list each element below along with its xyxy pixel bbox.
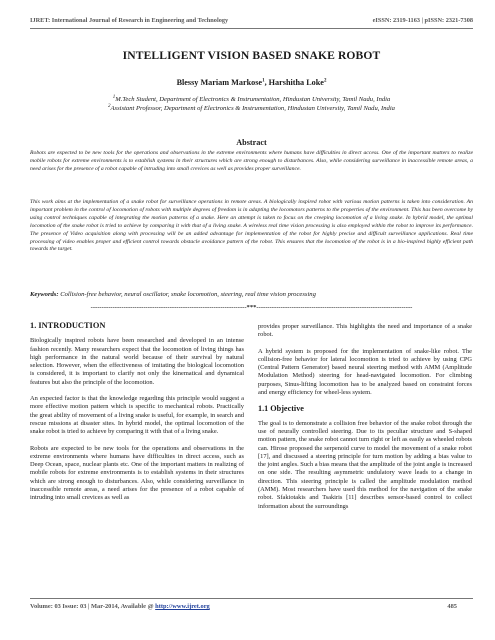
abstract-paragraph-1: Robots are expected to be new tools for the operations and observations in the extreme environments where humans have difficulties in direct access. One of the important matters to realize mobile robots for extreme environments is to establish systems in their structures which are strong enough to disturbances. Also, while considering surveillance in inaccessible remote areas, a need arises for the presence of a robot capable of intruding into small crevices as well as provides proper surveillance. xyxy=(30,150,473,172)
affiliation-1: $^1$M.Tech Student, Department of Electronics & Instrumentation, Hindustan University, Tamil Nadu, India xyxy=(112,94,391,103)
left-column xyxy=(30,318,244,511)
header-rule xyxy=(30,28,473,29)
abstract-heading: Abstract xyxy=(236,138,267,147)
journal-name: IJRET: International Journal of Research in Engineering and Technology xyxy=(30,17,229,24)
issn-text: eISSN: 2319-1163 | pISSN: 2321-7308 xyxy=(372,17,473,24)
paragraph: A hybrid system is proposed for the implementation of snake-like robot. The collision-free behavior for lateral locomotion is tried to achieve by using CPG (Central Pattern Generator) based neural steering method with AMM (Amplitude Modulation Method) steering for head-navigated locomotion. For climbing purposes, Sinus-lifting locomotion has to be analyzed based on constraint forces and energy efficiency for wheel-less system. xyxy=(258,347,472,397)
paragraph: An expected factor is that the knowledge regarding this principle would suggest a more effective motion pattern which is specific to mechanical robots. Practically the great ability of movement of a living snake is useful, for example, in search and rescue missions at disaster sites. In hybrid model, the optimal locomotion of the snake robot is tried to achieve by comparing it with that of a living snake. xyxy=(30,395,244,436)
author-line: Blessy Mariam Markose$^1$, Harshitha Loke$^2$ xyxy=(176,78,327,87)
affiliations xyxy=(30,96,473,113)
author-mark: 2 xyxy=(323,78,327,84)
keywords-label: Keywords: xyxy=(30,291,59,298)
footer-volume: Volume: 03 Issue: 03 | Mar-2014, Available @ http://www.ijret.org xyxy=(30,603,210,610)
section-heading: 1. INTRODUCTION xyxy=(30,321,106,330)
journal-link[interactable]: http://www.ijret.org xyxy=(155,603,210,610)
author-mark: 1 xyxy=(262,78,265,84)
paragraph: The goal is to demonstrate a collision free behavior of the snake robot through the use of neurally controlled steering. Due to its peculiar structure and S-shaped motion pattern, the snake robot cannot turn right or left as easily as wheeled robots can. Hirose proposed the serpenoid curve to model the movement of a snake robot [17], and discussed a steering principle for turn motion by adding a bias value to the joint angles. Such a bias means that the amplitude of the joint angle is increased on one side. The resulting asymmetric undulatory wave leads to a change in direction. This steering principle is called the amplitude modulation method (AMM). Most researchers have used this method for the navigation of the snake robot. Sfakiotakis and Tsakiris [11] describes sensor-based control to collect information about the surroundings xyxy=(258,419,472,510)
subsection-heading: 1.1 Objective xyxy=(258,404,304,414)
footer-rule xyxy=(30,598,473,599)
author-name: Blessy Mariam Markose xyxy=(176,78,263,87)
page-number: 485 xyxy=(447,603,457,610)
abstract-paragraph-2: This work aims at the implementation of a snake robot for surveillance operations in remote areas. A biologically inspired robot with various motion patterns is taken into consideration. An important problem in the control of locomotion of robots with multiple degrees of freedom is in adapting the locomotors patterns to the properties of the environment. This has been overcome by using control techniques capable of integrating the motion patterns of a snake. Here an attempt is taken to focus on the creeping locomotion of a living snake. In hybrid model, the optimal locomotion of the snake robot is tried to achieve by comparing it with that of a living snake. A wireless real time vision processing is also employed within the robot to improve its performance. The presence of Video acquisition along with processing will be an added advantage for implementation of the robot for highly precise and difficult surveillance applications. Real time processing of video enables proper and efficient control towards obstacle avoidance pattern of the robot. This ensures that the locomotion of the robot is in a bio-inspired highly efficient path towards the target. xyxy=(30,199,473,253)
running-header xyxy=(30,10,473,24)
paragraph: provides proper surveillance. This highlights the need and importance of a snake robot. xyxy=(258,323,472,339)
paper-title: INTELLIGENT VISION BASED SNAKE ROBOT xyxy=(122,49,381,62)
page-footer xyxy=(30,603,457,610)
author-name: Harshitha Loke xyxy=(268,78,324,87)
paragraph: Robots are expected to be new tools for the operations and observations in the extreme environments where humans have difficulties in direct access, such as Deep Ocean, space, nuclear plants etc. One of the important matters in realizing of mobile robots for extreme environments is to establish systems in their structures which are strong enough to disturbances. Also, while considering surveillance in inaccessible remote areas, a need arises for the presence of a robot capable of intruding into small crevices as well as xyxy=(30,444,244,502)
right-column xyxy=(258,323,472,519)
paragraph: Biologically inspired robots have been researched and developed in an intense fashion recently. Many researchers expect that the locomotion of living things has high performance in the natural world because of their survival by natural selection. However, when the effectiveness of imitating the biological locomotion is considered, it is important to clarify not only the kinematical and dynamical features but also the principle of the locomotion. xyxy=(30,337,244,386)
section-separator: -----------------------------------------------------------------------***----------------------------------------------------------------------- xyxy=(90,304,413,311)
keywords xyxy=(30,291,473,298)
affiliation-2: $^2$Assistant Professor, Department of Electronics & Instrumentation, Hindustan University, Tamil Nadu, India xyxy=(108,103,395,112)
keywords-text: Collision-free behavior, neural oscillator, snake locomotion, steering, real time vision processing xyxy=(60,291,316,298)
